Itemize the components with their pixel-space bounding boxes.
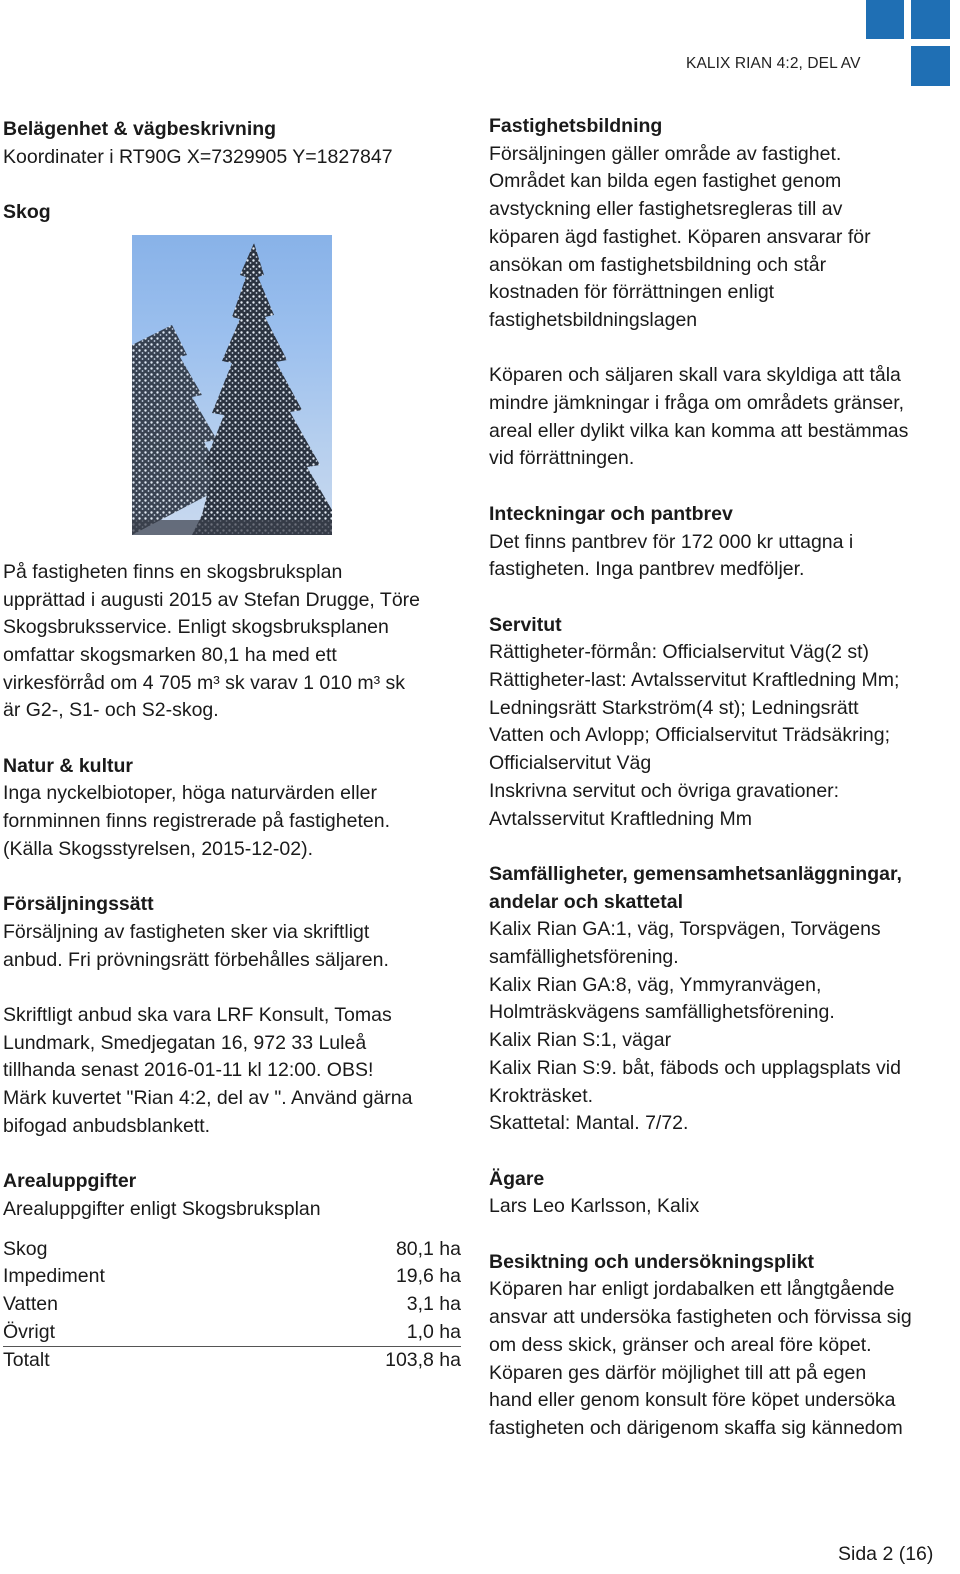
table-row bbox=[3, 1319, 461, 1347]
area-value: 3,1 ha bbox=[406, 1293, 461, 1316]
area-label: Impediment bbox=[3, 1265, 105, 1288]
document-title: KALIX RIAN 4:2, DEL AV bbox=[686, 55, 861, 72]
inspection-heading: Besiktning och undersökningsplikt bbox=[489, 1250, 815, 1273]
area-subheading: Arealuppgifter enligt Skogsbruksplan bbox=[3, 1197, 321, 1220]
table-total-row bbox=[3, 1347, 461, 1375]
area-value: 19,6 ha bbox=[395, 1265, 461, 1288]
location-heading: Belägenhet & vägbeskrivning bbox=[3, 118, 277, 140]
table-row bbox=[3, 1236, 461, 1264]
forest-heading: Skog bbox=[3, 201, 51, 224]
area-label: Skog bbox=[3, 1237, 48, 1260]
bid-text: Skriftligt anbud ska vara LRF Konsult, Tomas Lundmark, Smedjegatan 16, 972 33 Luleå tillhanda senast 2016-01-11 kl 12:00. OBS! Märk kuvertet "Rian 4:2, del av ". Använd gärna bifogad anbudsblankett. bbox=[3, 1004, 413, 1137]
community-text: Kalix Rian GA:1, väg, Torspvägen, Torvägens samfällighetsförening. Kalix Rian GA:8, väg, Ymmyranvägen, Holmträskvägens samfällighetsförening. Kalix Rian S:1, vägar Kalix Rian S:9. båt, fäbods och upplagsplats vid Krokträsket. Skattetal: Mantal. 7/72. bbox=[489, 918, 901, 1135]
left-column bbox=[3, 116, 463, 1375]
nature-heading: Natur & kultur bbox=[3, 754, 134, 777]
area-label: Övrigt bbox=[3, 1320, 56, 1343]
total-value: 103,8 ha bbox=[265, 1347, 461, 1375]
total-label: Totalt bbox=[3, 1347, 265, 1375]
sale-text: Försäljning av fastigheten sker via skriftligt anbud. Fri prövningsrätt förbehålles säljaren. bbox=[3, 920, 389, 971]
owner-text: Lars Leo Karlsson, Kalix bbox=[489, 1195, 700, 1218]
community-heading: Samfälligheter, gemensamhetsanläggningar, andelar och skattetal bbox=[489, 862, 902, 913]
mortgage-heading: Inteckningar och pantbrev bbox=[489, 502, 733, 525]
owner-heading: Ägare bbox=[489, 1167, 545, 1190]
servitude-text: Rättigheter-förmån: Officialservitut Väg(2 st) Rättigheter-last: Avtalsservitut Kraftledning Mm; Ledningsrätt Starkström(4 st); Ledningsrätt Vatten och Avlopp; Officialservitut Trädsäkring; Officialservitut Väg Inskrivna servitut och övriga gravationer: Avtalsservitut Kraftledning Mm bbox=[489, 641, 900, 830]
formation-heading: Fastighetsbildning bbox=[489, 115, 663, 137]
snowy-spruce-photo bbox=[132, 235, 332, 535]
area-value: 80,1 ha bbox=[395, 1237, 461, 1260]
inspection-text: Köparen har enligt jordabalken ett långtgående ansvar att undersöka fastigheten och förvissa sig om dess skick, gränser och areal före köpet. Köparen ges därför möjlighet till att på egen hand eller genom konsult före köpet undersöka fastigheten och därigenom skaffa sig kännedom bbox=[489, 1278, 912, 1439]
mortgage-text: Det finns pantbrev för 172 000 kr uttagna i fastigheten. Inga pantbrev medföljer. bbox=[489, 530, 854, 581]
servitude-heading: Servitut bbox=[489, 613, 562, 636]
forest-text: På fastigheten finns en skogsbruksplan upprättad i augusti 2015 av Stefan Drugge, Töre Skogsbruksservice. Enligt skogsbruksplanen omfattar skogsmarken 80,1 ha med ett virkesförråd om 4 705 m³ sk varav 1 010 m³ sk är G2-, S1- och S2-skog. bbox=[3, 560, 421, 722]
adjust-text: Köparen och säljaren skall vara skyldiga att tåla mindre jämkningar i fråga om områdets gränser, areal eller dylikt vilka kan komma att bestämmas vid förrättningen. bbox=[489, 364, 909, 470]
area-value: 1,0 ha bbox=[406, 1320, 461, 1343]
nature-text: Inga nyckelbiotoper, höga naturvärden eller fornminnen finns registrerade på fastigheten. (Källa Skogsstyrelsen, 2015-12-02). bbox=[3, 782, 390, 860]
sale-heading: Försäljningssätt bbox=[3, 893, 154, 916]
table-row bbox=[3, 1291, 461, 1319]
area-heading: Arealuppgifter bbox=[3, 1170, 137, 1193]
page-number: Sida 2 (16) bbox=[838, 1543, 934, 1565]
coordinates-text: Koordinater i RT90G X=7329905 Y=1827847 bbox=[3, 145, 393, 168]
area-label: Vatten bbox=[3, 1293, 58, 1316]
right-column bbox=[489, 113, 951, 1443]
formation-text: Försäljningen gäller område av fastighet. Området kan bilda egen fastighet genom avstyckning eller fastighetsregleras till av köparen ägd fastighet. Köparen ansvarar för ansökan om fastighetsbildning och står kostnaden för förrättningen enligt fastighetsbildningslagen bbox=[489, 142, 871, 331]
company-logo bbox=[864, 0, 960, 90]
area-table bbox=[3, 1236, 461, 1376]
table-row bbox=[3, 1263, 461, 1291]
